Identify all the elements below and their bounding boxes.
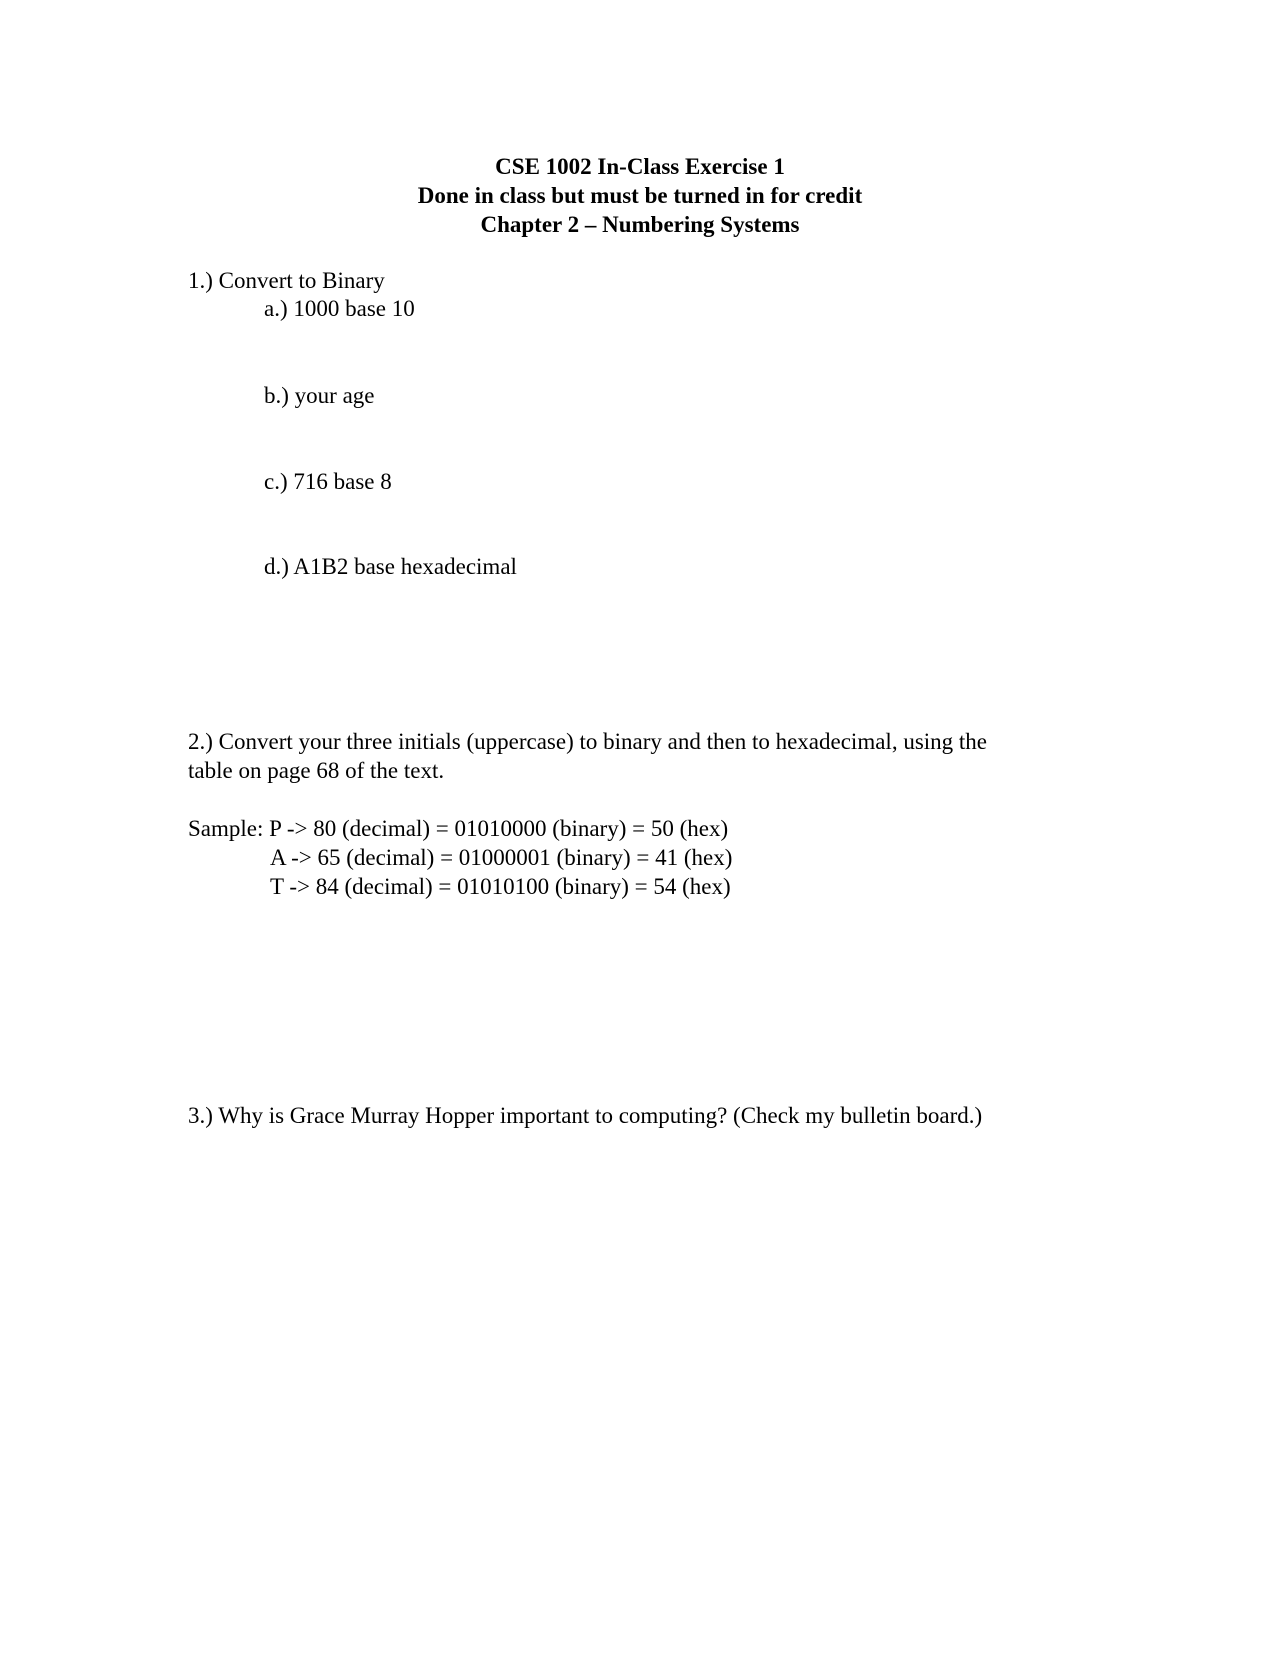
question-2-text-line-1: 2.) Convert your three initials (uppercase) to binary and then to hexadecimal, using the <box>188 729 988 754</box>
sample-line-a: A -> 65 (decimal) = 01000001 (binary) = 41 (hex) <box>270 845 733 870</box>
question-1-item-a: a.) 1000 base 10 <box>264 296 415 321</box>
question-1-item-c: c.) 716 base 8 <box>264 469 392 494</box>
question-1-item-d: d.) A1B2 base hexadecimal <box>264 554 517 579</box>
header-title: CSE 1002 In-Class Exercise 1 <box>495 154 785 179</box>
question-3-text: 3.) Why is Grace Murray Hopper important to computing? (Check my bulletin board.) <box>188 1103 983 1128</box>
document-header <box>0 152 1280 239</box>
question-1-title: 1.) Convert to Binary <box>188 268 385 293</box>
question-1-item-b: b.) your age <box>264 383 375 408</box>
header-chapter: Chapter 2 – Numbering Systems <box>480 212 800 237</box>
sample-line-t: T -> 84 (decimal) = 01010100 (binary) = 54 (hex) <box>270 874 731 899</box>
question-2-text-line-2: table on page 68 of the text. <box>188 758 445 783</box>
sample-line-p: Sample: P -> 80 (decimal) = 01010000 (binary) = 50 (hex) <box>188 816 729 841</box>
header-subtitle: Done in class but must be turned in for credit <box>417 183 863 208</box>
